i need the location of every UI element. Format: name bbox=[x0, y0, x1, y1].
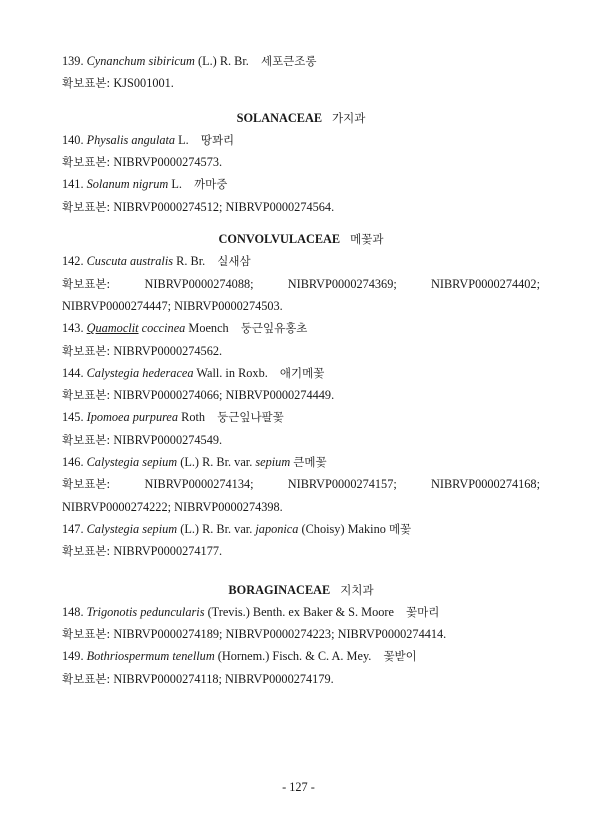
entry-number: 143. bbox=[62, 321, 84, 336]
genus: Cynanchum bbox=[86, 54, 146, 68]
species-entry-147 bbox=[62, 518, 540, 540]
author: (Hornem.) Fisch. & C. A. Mey. bbox=[217, 649, 372, 664]
specimen-label: 확보표본: bbox=[62, 276, 111, 291]
specimen-line-continued bbox=[62, 496, 540, 518]
family-name: BORAGINACEAE bbox=[228, 582, 331, 597]
species-entry-143 bbox=[62, 317, 540, 339]
specimen-ids: NIBRVP0000274134; NIBRVP0000274157; NIBRVP0000274168; bbox=[144, 477, 540, 492]
specimen-label: 확보표본: bbox=[62, 388, 111, 403]
entry-number: 140. bbox=[62, 132, 84, 147]
species-entry-139 bbox=[62, 50, 540, 72]
specimen-ids: NIBRVP0000274088; NIBRVP0000274369; NIBRVP0000274402; bbox=[144, 276, 540, 291]
genus: Calystegia bbox=[86, 521, 140, 536]
genus: Trigonotis bbox=[86, 604, 138, 619]
korean-name: 세포큰조롱 bbox=[260, 54, 317, 68]
specimen-ids: NIBRVP0000274177. bbox=[113, 544, 223, 559]
specimen-line bbox=[62, 273, 540, 295]
korean-name: 둥근잎유홍초 bbox=[240, 321, 308, 336]
entry-number: 142. bbox=[62, 254, 84, 269]
species-epithet: sibiricum bbox=[148, 54, 195, 68]
specimen-ids: NIBRVP0000274512; NIBRVP0000274564. bbox=[113, 199, 335, 214]
family-heading-boraginaceae bbox=[62, 579, 540, 601]
specimen-line bbox=[62, 384, 540, 406]
specimen-line bbox=[62, 429, 540, 451]
entry-number: 141. bbox=[62, 177, 84, 192]
specimen-line bbox=[62, 72, 540, 94]
genus: Quamoclit bbox=[86, 321, 139, 336]
variety-epithet: japonica bbox=[255, 521, 299, 536]
family-name: CONVOLVULACEAE bbox=[218, 232, 341, 247]
specimen-ids: KJS001001. bbox=[113, 76, 174, 91]
genus: Solanum bbox=[86, 177, 130, 192]
specimen-label: 확보표본: bbox=[62, 477, 111, 492]
species-epithet: australis bbox=[130, 254, 174, 269]
species-entry-142 bbox=[62, 250, 540, 272]
specimen-ids: NIBRVP0000274549. bbox=[113, 432, 223, 447]
korean-name: 둥근잎나팔꽃 bbox=[217, 410, 284, 425]
specimen-label: 확보표본: bbox=[62, 627, 111, 642]
specimen-ids: NIBRVP0000274118; NIBRVP0000274179. bbox=[113, 671, 334, 686]
korean-name: 큰메꽃 bbox=[293, 455, 327, 470]
korean-name: 실새삼 bbox=[217, 254, 251, 269]
author: (L.) R. Br. var. bbox=[180, 521, 253, 536]
species-epithet: angulata bbox=[131, 132, 176, 147]
genus: Calystegia bbox=[86, 365, 140, 380]
specimen-line bbox=[62, 668, 540, 690]
species-epithet: sepium bbox=[142, 455, 178, 470]
specimen-label: 확보표본: bbox=[62, 76, 111, 91]
entry-number: 148. bbox=[62, 604, 84, 619]
document-body bbox=[62, 50, 540, 690]
genus: Bothriospermum bbox=[86, 649, 170, 664]
family-korean: 가지과 bbox=[332, 110, 366, 125]
genus: Cuscuta bbox=[86, 254, 127, 269]
korean-name: 땅꽈리 bbox=[200, 132, 235, 147]
author: L. bbox=[178, 132, 189, 147]
species-entry-149 bbox=[62, 645, 540, 667]
author: R. Br. bbox=[176, 254, 206, 269]
genus: Calystegia bbox=[86, 455, 140, 470]
entry-number: 139. bbox=[62, 54, 84, 68]
entry-number: 144. bbox=[62, 365, 84, 380]
variety-author: (Choisy) Makino bbox=[301, 521, 386, 536]
korean-name: 까마중 bbox=[194, 177, 228, 192]
specimen-line-continued bbox=[62, 295, 540, 317]
family-korean: 지치과 bbox=[340, 582, 374, 597]
korean-name: 애기메꽃 bbox=[279, 365, 325, 380]
family-name: SOLANACEAE bbox=[236, 110, 323, 125]
specimen-ids: NIBRVP0000274562. bbox=[113, 343, 223, 358]
variety-epithet: sepium bbox=[255, 455, 291, 470]
author: (L.) R. Br. bbox=[197, 54, 249, 68]
specimen-label: 확보표본: bbox=[62, 343, 111, 358]
korean-name: 꽃받이 bbox=[383, 649, 417, 664]
species-epithet: tenellum bbox=[172, 649, 215, 664]
korean-name: 꽃마리 bbox=[406, 604, 440, 619]
author: Roth bbox=[181, 410, 206, 425]
korean-name: 메꽃 bbox=[388, 521, 412, 536]
genus: Ipomoea bbox=[86, 410, 130, 425]
specimen-label: 확보표본: bbox=[62, 199, 111, 214]
specimen-ids: NIBRVP0000274447; NIBRVP0000274503. bbox=[62, 298, 283, 313]
specimen-label: 확보표본: bbox=[62, 432, 111, 447]
specimen-line bbox=[62, 196, 540, 218]
specimen-line bbox=[62, 540, 540, 562]
specimen-label: 확보표본: bbox=[62, 671, 111, 686]
species-epithet: coccinea bbox=[141, 321, 186, 336]
author: Wall. in Roxb. bbox=[196, 365, 268, 380]
author: Moench bbox=[188, 321, 229, 336]
species-entry-148 bbox=[62, 601, 540, 623]
genus: Physalis bbox=[86, 132, 129, 147]
entry-number: 145. bbox=[62, 410, 84, 425]
species-epithet: hederacea bbox=[142, 365, 194, 380]
species-epithet: purpurea bbox=[132, 410, 179, 425]
specimen-label: 확보표본: bbox=[62, 155, 111, 170]
species-entry-145 bbox=[62, 406, 540, 428]
entry-number: 147. bbox=[62, 521, 84, 536]
species-epithet: peduncularis bbox=[140, 604, 205, 619]
family-heading-solanaceae bbox=[62, 107, 540, 129]
specimen-line bbox=[62, 623, 540, 645]
entry-number: 149. bbox=[62, 649, 84, 664]
family-heading-convolvulaceae bbox=[62, 228, 540, 250]
specimen-line bbox=[62, 151, 540, 173]
specimen-label: 확보표본: bbox=[62, 544, 111, 559]
specimen-ids: NIBRVP0000274066; NIBRVP0000274449. bbox=[113, 388, 335, 403]
entry-number: 146. bbox=[62, 455, 84, 470]
species-entry-144 bbox=[62, 362, 540, 384]
species-epithet: nigrum bbox=[132, 177, 169, 192]
specimen-line bbox=[62, 340, 540, 362]
specimen-ids: NIBRVP0000274189; NIBRVP0000274223; NIBRVP0000274414. bbox=[113, 627, 447, 642]
author: L. bbox=[171, 177, 182, 192]
species-entry-146 bbox=[62, 451, 540, 473]
author: (Trevis.) Benth. ex Baker & S. Moore bbox=[207, 604, 394, 619]
species-entry-141 bbox=[62, 173, 540, 195]
specimen-ids: NIBRVP0000274222; NIBRVP0000274398. bbox=[62, 499, 283, 514]
page-number: - 127 - bbox=[282, 780, 315, 794]
author: (L.) R. Br. var. bbox=[180, 455, 253, 470]
family-korean: 메꽃과 bbox=[350, 232, 384, 247]
species-entry-140 bbox=[62, 129, 540, 151]
species-epithet: sepium bbox=[142, 521, 178, 536]
specimen-line bbox=[62, 473, 540, 495]
specimen-ids: NIBRVP0000274573. bbox=[113, 155, 223, 170]
